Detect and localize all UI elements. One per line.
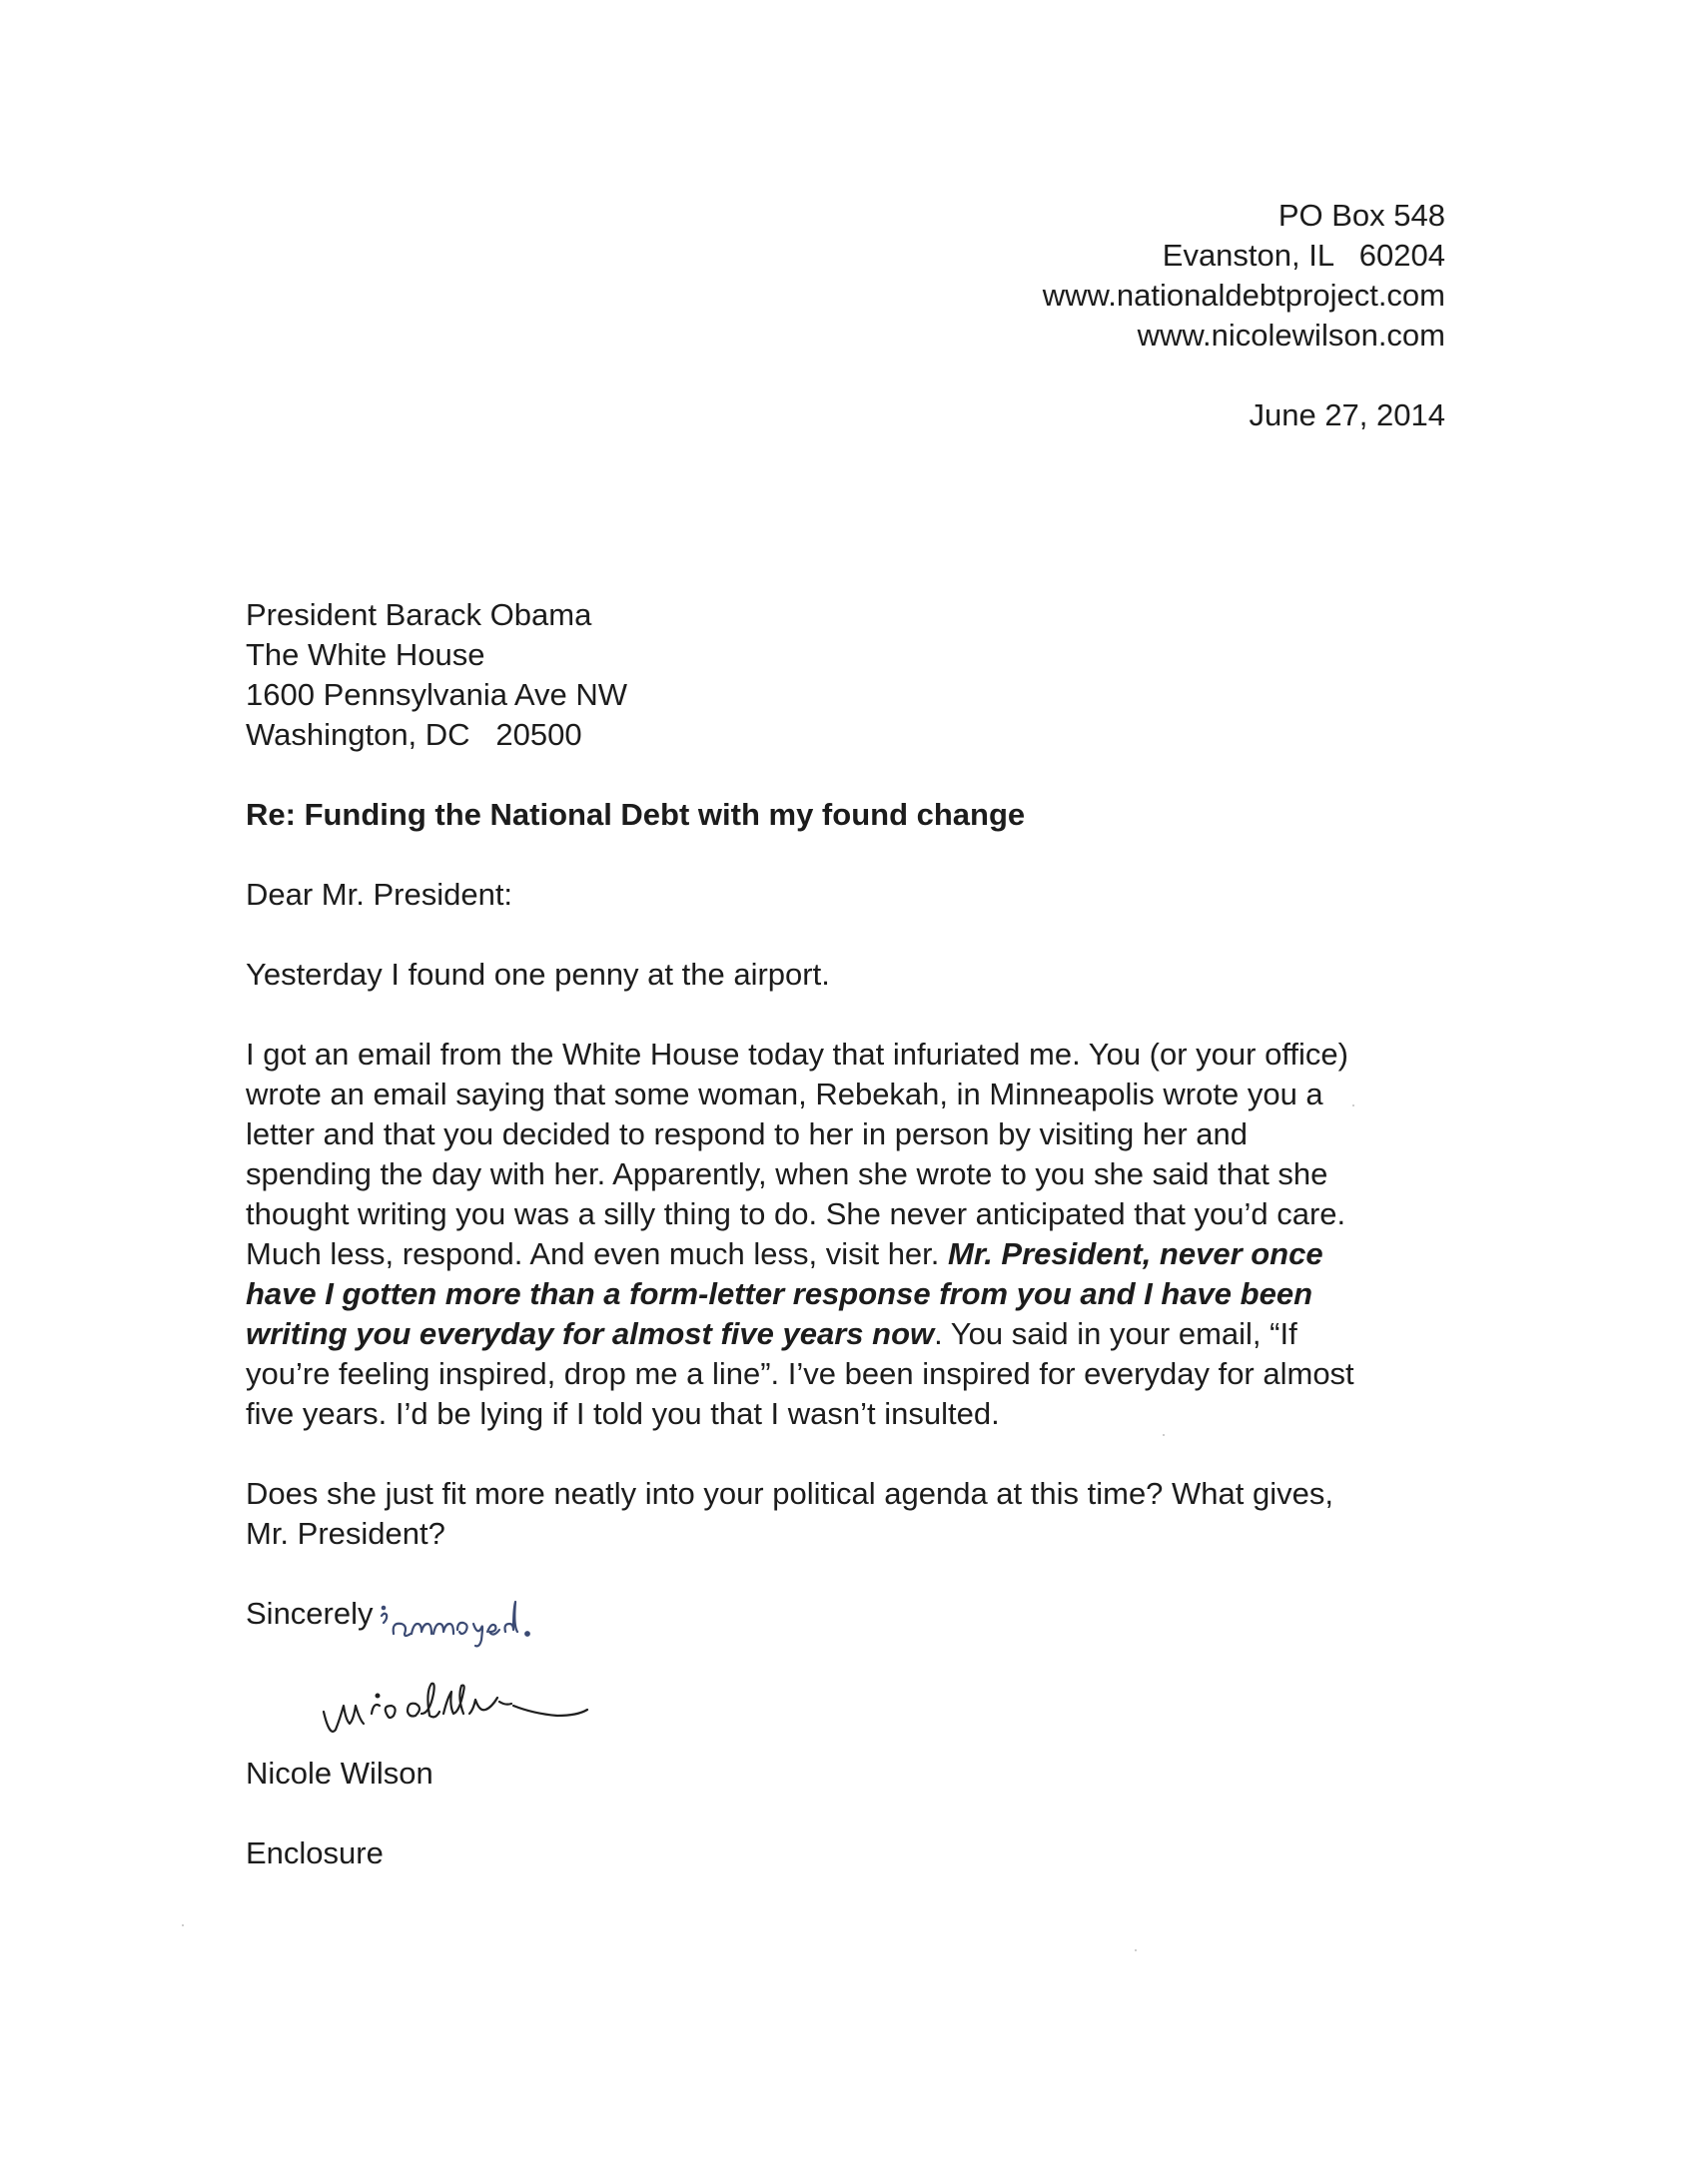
handwritten-signature bbox=[318, 1654, 657, 1750]
body-paragraph-2 bbox=[246, 1035, 1464, 1434]
recipient-street: 1600 Pennsylvania Ave NW bbox=[246, 677, 627, 712]
paragraph-2-line-7-emphasis: have I gotten more than a form-letter response from you and I have been bbox=[246, 1276, 1313, 1311]
paragraph-2-line-9: you’re feeling inspired, drop me a line”. I’ve been inspired for everyday for almost bbox=[246, 1356, 1354, 1391]
paragraph-2-line-4: spending the day with her. Apparently, when she wrote to you she said that she bbox=[246, 1156, 1328, 1191]
paragraph-2-line-6-emphasis: Mr. President, never once bbox=[948, 1236, 1323, 1271]
paragraph-2-line-8-emphasis: writing you everyday for almost five years now bbox=[246, 1316, 935, 1351]
paragraph-2-line-6-plain: Much less, respond. And even much less, visit her. bbox=[246, 1236, 949, 1271]
paragraph-1-text: Yesterday I found one penny at the airport. bbox=[246, 957, 830, 992]
paragraph-2-line-10: five years. I’d be lying if I told you that I wasn’t insulted. bbox=[246, 1396, 1000, 1431]
body-paragraph-3 bbox=[246, 1474, 1464, 1554]
letter-date: June 27, 2014 bbox=[1249, 397, 1445, 432]
paragraph-2-line-5: thought writing you was a silly thing to do. She never anticipated that you’d care. bbox=[246, 1196, 1346, 1231]
paragraph-2-line-2: wrote an email saying that some woman, Rebekah, in Minneapolis wrote you a bbox=[246, 1077, 1323, 1111]
paragraph-2-line-1: I got an email from the White House today that infuriated me. You (or your office) bbox=[246, 1037, 1348, 1072]
sender-address-line1: PO Box 548 bbox=[1277, 198, 1445, 233]
salutation: Dear Mr. President: bbox=[246, 877, 513, 912]
signer-name: Nicole Wilson bbox=[246, 1756, 433, 1791]
handwritten-closing-addition bbox=[380, 1594, 609, 1654]
paragraph-2-line-3: letter and that you decided to respond to her in person by visiting her and bbox=[246, 1116, 1248, 1151]
paragraph-3-line-1: Does she just fit more neatly into your political agenda at this time? What gives, bbox=[246, 1476, 1333, 1511]
recipient-address-block bbox=[246, 595, 627, 755]
closing: Sincerely bbox=[246, 1596, 374, 1631]
enclosure-notation: Enclosure bbox=[246, 1835, 384, 1870]
sender-website-2: www.nicolewilson.com bbox=[1137, 318, 1445, 353]
subject-line: Re: Funding the National Debt with my found change bbox=[246, 797, 1026, 832]
body-paragraph-1 bbox=[246, 955, 1464, 995]
paragraph-2-line-8 bbox=[246, 1314, 1464, 1354]
paragraph-3-line-2: Mr. President? bbox=[246, 1516, 445, 1551]
sender-address-line2: Evanston, IL 60204 bbox=[1162, 238, 1445, 273]
scan-speck bbox=[1163, 1434, 1165, 1436]
paragraph-2-line-8-plain: . You said in your email, “If bbox=[934, 1316, 1297, 1351]
recipient-city: Washington, DC 20500 bbox=[246, 717, 582, 752]
scan-speck bbox=[1352, 1104, 1354, 1106]
scan-speck bbox=[1135, 1949, 1137, 1951]
scan-speck bbox=[182, 1924, 184, 1926]
recipient-name: President Barack Obama bbox=[246, 597, 592, 632]
recipient-office: The White House bbox=[246, 637, 485, 672]
sender-address-block bbox=[1043, 196, 1445, 356]
sender-website-1: www.nationaldebtproject.com bbox=[1042, 278, 1445, 313]
paragraph-2-line-6 bbox=[246, 1234, 1464, 1274]
